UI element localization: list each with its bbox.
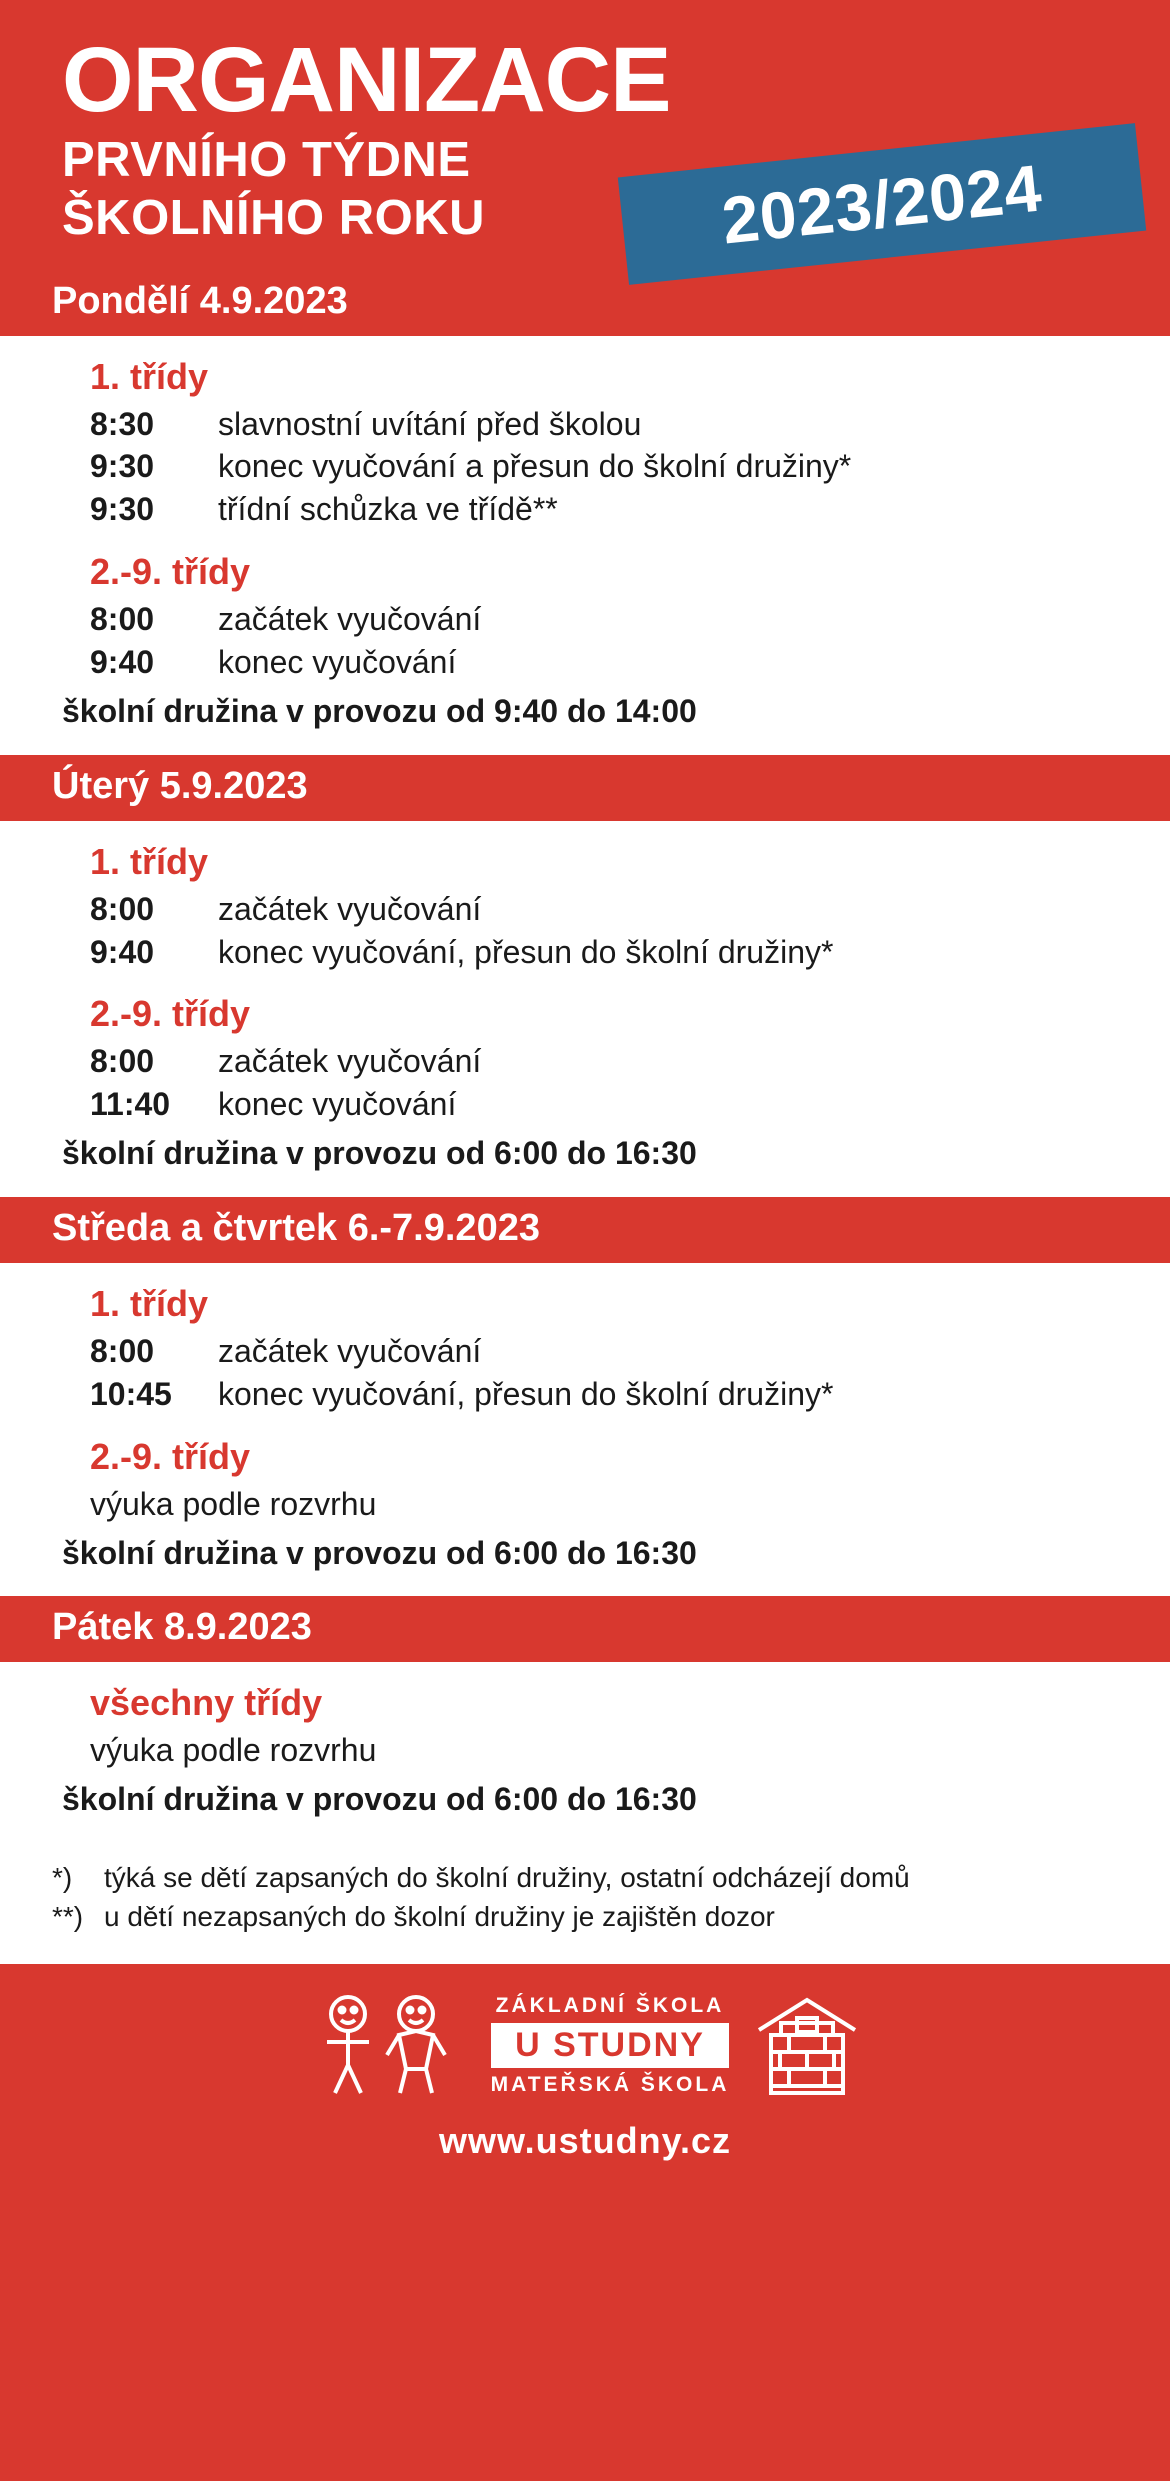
group-title: 1. třídy <box>90 840 209 882</box>
schedule-row <box>90 1373 1170 1416</box>
group-title: 1. třídy <box>90 1282 209 1324</box>
children-icon <box>303 1990 473 2100</box>
subtitle-line-1: PRVNÍHO TÝDNE <box>62 133 471 187</box>
footnote-mark: *) <box>52 1862 73 1894</box>
school-type-bottom: MATEŘSKÁ ŠKOLA <box>490 2072 730 2096</box>
schedule-panel <box>0 270 1170 1965</box>
school-name <box>491 1994 730 2097</box>
poster-header <box>0 0 1170 258</box>
row-desc: třídní schůzka ve třídě** <box>218 491 558 528</box>
group-plain-text: výuka podle rozvrhu <box>90 1732 377 1769</box>
schedule-row <box>90 931 1170 974</box>
group-rows <box>90 403 1170 532</box>
schedule-row <box>90 1083 1170 1126</box>
group-title: 2.-9. třídy <box>90 551 251 593</box>
footnote-mark: **) <box>52 1900 84 1932</box>
day-block <box>0 336 1170 755</box>
group-title: 1. třídy <box>90 355 209 397</box>
poster-footer <box>0 1964 1170 2184</box>
day-header: Středa a čtvrtek 6.-7.9.2023 <box>0 1197 1170 1263</box>
row-time: 11:40 <box>90 1086 171 1123</box>
schedule-row <box>90 403 1170 446</box>
row-desc: konec vyučování <box>218 644 457 681</box>
schedule-row <box>90 488 1170 531</box>
group-title: 2.-9. třídy <box>90 993 251 1035</box>
well-icon <box>747 1990 867 2100</box>
afterschool-note: školní družina v provozu od 6:00 do 16:30 <box>62 1781 697 1818</box>
page-title: ORGANIZACE <box>62 29 671 131</box>
row-time: 9:30 <box>90 448 155 485</box>
footnotes <box>0 1843 1170 1954</box>
schedule-row <box>90 888 1170 931</box>
row-time: 9:40 <box>90 933 155 970</box>
schedule-row <box>90 598 1170 641</box>
row-time: 9:30 <box>90 491 155 528</box>
row-desc: konec vyučování a přesun do školní družiny* <box>218 448 852 485</box>
row-desc: konec vyučování, přesun do školní družiny* <box>218 933 834 970</box>
row-desc: začátek vyučování <box>218 601 482 638</box>
school-type-top: ZÁKLADNÍ ŠKOLA <box>495 1993 725 2017</box>
row-desc: začátek vyučování <box>218 1332 482 1369</box>
subtitle-line-2: ŠKOLNÍHO ROKU <box>62 190 485 245</box>
schedule-row <box>90 641 1170 684</box>
row-desc: konec vyučování <box>218 1086 457 1123</box>
group-rows <box>90 888 1170 974</box>
day-block <box>0 821 1170 1197</box>
group-title: všechny třídy <box>90 1682 323 1724</box>
footnote <box>52 1859 1170 1898</box>
afterschool-note: školní družina v provozu od 6:00 do 16:30 <box>62 1135 697 1172</box>
group-plain-text: výuka podle rozvrhu <box>90 1485 377 1522</box>
footnote-text: týká se dětí zapsaných do školní družiny, ostatní odcházejí domů <box>104 1862 910 1894</box>
row-time: 8:00 <box>90 1043 155 1080</box>
schedule-row <box>90 1330 1170 1373</box>
group-rows <box>90 598 1170 684</box>
row-desc: slavnostní uvítání před školou <box>218 405 642 442</box>
afterschool-note: školní družina v provozu od 6:00 do 16:30 <box>62 1534 697 1571</box>
school-logo <box>0 1990 1170 2100</box>
row-time: 8:30 <box>90 405 155 442</box>
schedule-row <box>90 445 1170 488</box>
row-time: 8:00 <box>90 601 155 638</box>
day-block <box>0 1263 1170 1597</box>
day-header: Pondělí 4.9.2023 <box>0 270 1170 336</box>
day-block <box>0 1662 1170 1843</box>
row-desc: začátek vyučování <box>218 890 482 927</box>
row-desc: konec vyučování, přesun do školní družiny* <box>218 1375 834 1412</box>
footnote-text: u dětí nezapsaných do školní družiny je zajištěn dozor <box>104 1900 775 1932</box>
afterschool-note: školní družina v provozu od 9:40 do 14:00 <box>62 692 697 729</box>
school-title: U STUDNY <box>491 2023 730 2068</box>
footnote <box>52 1898 1170 1937</box>
row-time: 10:45 <box>90 1375 172 1412</box>
row-time: 9:40 <box>90 644 155 681</box>
day-header: Úterý 5.9.2023 <box>0 755 1170 821</box>
group-title: 2.-9. třídy <box>90 1435 251 1477</box>
day-header: Pátek 8.9.2023 <box>0 1596 1170 1662</box>
row-time: 8:00 <box>90 890 155 927</box>
row-desc: začátek vyučování <box>218 1043 482 1080</box>
schedule-row <box>90 1040 1170 1083</box>
row-time: 8:00 <box>90 1332 155 1369</box>
group-rows <box>90 1040 1170 1126</box>
school-year-label: 2023/2024 <box>718 150 1046 258</box>
group-rows <box>90 1330 1170 1416</box>
website-link[interactable]: www.ustudny.cz <box>438 2120 731 2162</box>
